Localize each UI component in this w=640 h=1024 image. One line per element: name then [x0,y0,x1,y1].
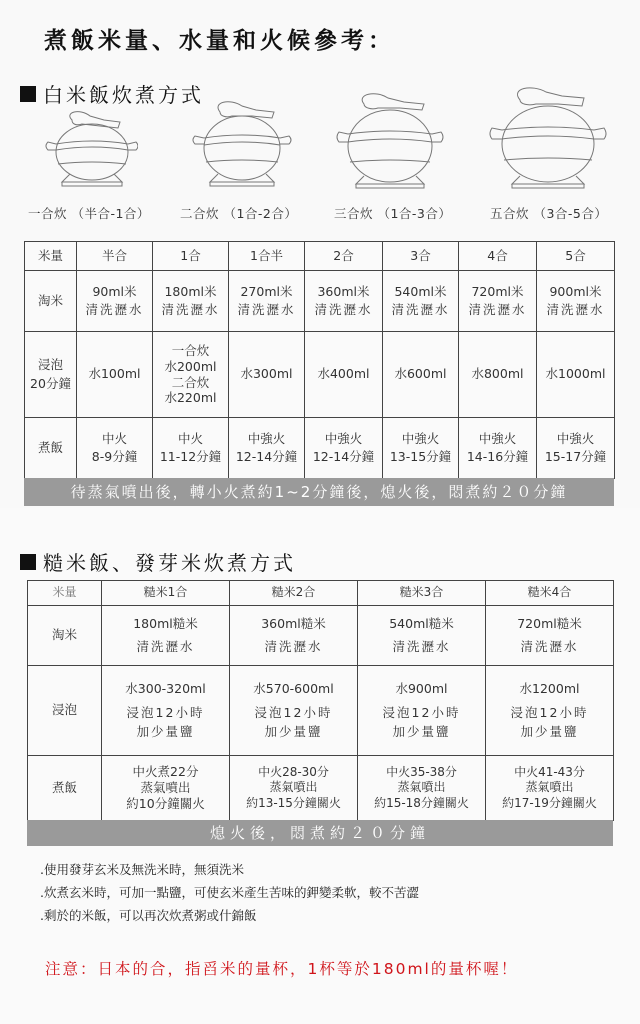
table-row-wash [28,606,614,666]
table-cell: 270ml米 清洗瀝水 [229,271,305,332]
table-cell: 720ml糙米 清洗瀝水 [486,606,614,666]
notes-list [40,858,419,927]
table-cell: 水300ml [229,332,305,418]
header-cell: 米量 [25,242,77,271]
table-cell: 540ml糙米 清洗瀝水 [358,606,486,666]
header-cell: 糙米4合 [486,581,614,606]
row-label-cook: 煮飯 [28,756,102,821]
table-cell: 180ml糙米 清洗瀝水 [102,606,230,666]
table-cell: 180ml米 清洗瀝水 [153,271,229,332]
table-row-soak [25,332,615,418]
table-cell: 中火 11-12分鐘 [153,418,229,479]
white-rice-table [24,241,615,479]
table-cell: 中強火 14-16分鐘 [459,418,537,479]
header-cell: 糙米1合 [102,581,230,606]
table-cell: 720ml米 清洗瀝水 [459,271,537,332]
table-cell: 水400ml [305,332,383,418]
table-cell: 中火28-30分 蒸氣噴出 約13-15分鐘關火 [230,756,358,821]
warning-note: 注意：日本的合，指舀米的量杯，1杯等於180ml的量杯喔！ [45,960,519,978]
row-label-wash: 淘米 [25,271,77,332]
donabe-pot-xlarge-icon [486,86,610,190]
header-cell: 5合 [537,242,615,271]
brown-rice-footer-banner: 熄火後，悶煮約２０分鐘 [27,820,613,846]
header-cell: 4合 [459,242,537,271]
row-label-soak: 浸泡 20分鐘 [25,332,77,418]
header-cell: 3合 [383,242,459,271]
table-cell: 中火41-43分 蒸氣噴出 約17-19分鐘關火 [486,756,614,821]
note-item: .使用發芽玄米及無洗米時，無須洗米 [40,862,244,877]
table-row-soak [28,666,614,756]
pot-label-2: 二合炊 （1合-2合） [180,206,298,221]
note-item: .炊煮玄米時，可加一點鹽，可使玄米產生苦味的鉀變柔軟，較不苦澀 [40,885,419,900]
table-cell: 540ml米 清洗瀝水 [383,271,459,332]
square-bullet-icon [20,554,36,570]
table-cell: 中火煮22分 蒸氣噴出 約10分鐘關火 [102,756,230,821]
brown-rice-table [27,580,614,821]
table-header-row [25,242,615,271]
white-rice-heading-text: 白米飯炊煮方式 [43,83,204,107]
pot-label-3: 三合炊 （1合-3合） [334,206,452,221]
donabe-pot-small-icon [42,110,138,188]
header-cell: 糙米2合 [230,581,358,606]
table-cell: 水600ml [383,332,459,418]
header-cell: 米量 [28,581,102,606]
table-cell: 水100ml [77,332,153,418]
pot-label-5: 五合炊 （3合-5合） [490,206,608,221]
table-cell: 中強火 13-15分鐘 [383,418,459,479]
header-cell: 半合 [77,242,153,271]
table-row-wash [25,271,615,332]
table-cell: 水1000ml [537,332,615,418]
table-cell: 中火 8-9分鐘 [77,418,153,479]
pot-label-1: 一合炊 （半合-1合） [28,206,150,221]
table-row-cook [25,418,615,479]
row-label-cook: 煮飯 [25,418,77,479]
header-cell: 糙米3合 [358,581,486,606]
table-cell: 中火35-38分 蒸氣噴出 約15-18分鐘關火 [358,756,486,821]
header-cell: 2合 [305,242,383,271]
note-item: .剩於的米飯，可以再次炊煮粥或什錦飯 [40,908,257,923]
header-cell: 1合 [153,242,229,271]
donabe-pot-large-icon [334,92,446,190]
brown-rice-heading [20,547,296,576]
table-cell: 90ml米 清洗瀝水 [77,271,153,332]
brown-rice-heading-text: 糙米飯、發芽米炊煮方式 [43,551,296,575]
table-cell: 中強火 15-17分鐘 [537,418,615,479]
table-cell: 一合炊 水200ml 二合炊 水220ml [153,332,229,418]
page-title: 煮飯米量、水量和火候參考： [44,28,395,54]
table-row-cook [28,756,614,821]
table-header-row [28,581,614,606]
table-cell: 360ml米 清洗瀝水 [305,271,383,332]
table-cell: 中強火 12-14分鐘 [229,418,305,479]
header-cell: 1合半 [229,242,305,271]
table-cell: 水1200ml 浸泡12小時 加少量鹽 [486,666,614,756]
pot-illustrations [0,86,640,236]
table-cell: 中強火 12-14分鐘 [305,418,383,479]
row-label-wash: 淘米 [28,606,102,666]
row-label-soak: 浸泡 [28,666,102,756]
table-cell: 水300-320ml 浸泡12小時 加少量鹽 [102,666,230,756]
donabe-pot-medium-icon [188,100,292,188]
table-cell: 水570-600ml 浸泡12小時 加少量鹽 [230,666,358,756]
table-cell: 360ml糙米 清洗瀝水 [230,606,358,666]
table-cell: 水900ml 浸泡12小時 加少量鹽 [358,666,486,756]
white-rice-footer-banner: 待蒸氣噴出後，轉小火煮約1~2分鐘後，熄火後，悶煮約２０分鐘 [24,478,614,506]
table-cell: 水800ml [459,332,537,418]
table-cell: 900ml米 清洗瀝水 [537,271,615,332]
